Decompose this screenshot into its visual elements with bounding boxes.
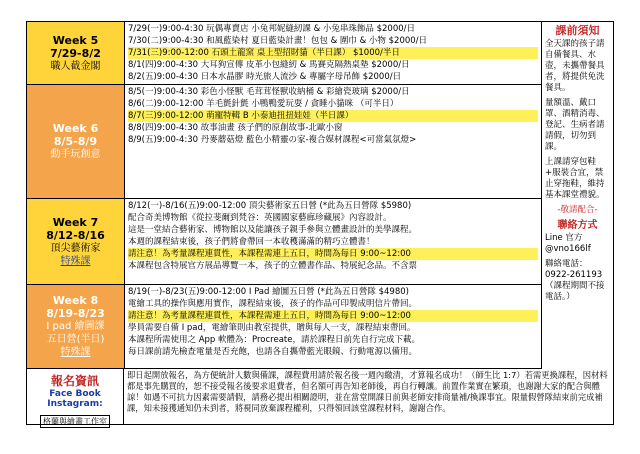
schedule-line: 8/6(二)9:00-12:00 羊毛氈針氈 小鴨鴨愛玩耍 / 貪睡小貓咪 （可半日） [128, 99, 399, 109]
notes-panel [541, 22, 613, 369]
week-title: Week 6 [52, 122, 99, 135]
schedule-line: 本週的課程結束後，孩子們將會帶回一本收穫滿滿的精巧立體書！ [128, 237, 375, 247]
week-title: Week 7 [52, 215, 99, 229]
phone-note: （課程期間不接電話。） [545, 281, 605, 302]
week7-schedule [124, 199, 541, 285]
schedule-line: 8/8(四)9:00-4:30 故事油畫 孩子們的原創故事-北歐小窗 [128, 123, 343, 133]
phone-number: 0922-261193 [545, 270, 603, 280]
register-title: 報名資訊 [50, 374, 99, 388]
note-item: 量額溫、戴口罩、酒精消毒、登記、生病者請請假，切勿到課。 [545, 98, 605, 152]
week7-cell [27, 199, 124, 285]
facebook-label[interactable]: Face Book [49, 389, 101, 399]
week6-schedule [124, 85, 541, 199]
note-tail: -敬請配合- [557, 205, 598, 215]
week-dates: 7/29-8/2 [50, 46, 101, 60]
schedule-table [26, 21, 614, 425]
schedule-line: 電繪工具的操作與應用實作，課程結束後，孩子的作品可印製成明信片帶回。 [128, 299, 418, 309]
contact-title: 聯絡方式 [557, 220, 598, 231]
phone-label: 聯絡電話： [545, 259, 588, 269]
week5-schedule [124, 22, 541, 85]
schedule-line: 8/12(一)-8/16(五)9:00-12:00 頂尖藝術家五日營 (*此為五日營隊 $5980) [128, 201, 412, 211]
week-dates: 8/12-8/16 [46, 228, 105, 242]
week-name: 動手玩創意 [50, 149, 101, 160]
schedule-line: 7/30(二)9:00-4:30 和風藍染村 夏日藍染計畫！包包 & 圍巾 & 小物 $2000/日 [128, 36, 428, 46]
week-title: Week 8 [52, 294, 99, 307]
week-dates: 8/19-8/23 [46, 307, 105, 320]
note-item: 上課請穿包鞋+服裝合宜，禁止穿拖鞋，維持基本課堂禮貌。 [545, 157, 605, 200]
week8-schedule [124, 285, 541, 369]
schedule-line: 每日課前請先檢查電量是否充飽，也請各自攜帶藍光眼鏡、行動電源以備用。 [128, 347, 418, 357]
schedule-line: 請注意！為考量課程連貫性，本課程需連上五日，時間為每日 9:00~12:00 [128, 248, 538, 260]
instagram-label[interactable]: Instagram: [47, 399, 103, 409]
schedule-line: 8/7(三)9:00-12:00 萌寵特輯 B 小泰迪扭扭娃娃（半日課） [128, 110, 538, 122]
schedule-line: 8/2(五)9:00-4:30 日本水晶膠 時光旅人流沙 & 專屬字母吊飾 $2000/日 [128, 72, 402, 82]
line-contact: Line 官方 @vno166lf [545, 233, 591, 254]
schedule-line: 請注意！為考量課程連貫性，本課程需連上五日，時間為每日 9:00~12:00 [128, 310, 538, 322]
schedule-line: 本課程所需使用之 App 軟體為：Procreate，請於課程日前先自行完成下載。 [128, 335, 420, 345]
week-name-2: 五日營(半日) [46, 334, 105, 345]
schedule-line: 7/31(三)9:00-12:00 石頭土龍窯 桌上型招財貓（半日課） $1000/半日 [128, 47, 538, 59]
week-dates: 8/5-8/9 [53, 135, 98, 148]
schedule-line: 學員需要自備 I pad，電繪筆則由教室提供，贈與每人一支，課程結束帶回。 [128, 323, 416, 333]
note-item: 全天課的孩子請自備餐具、水壺，未攜帶餐具者，將提供免洗餐具。 [545, 39, 605, 93]
special-class-link[interactable]: 特殊課 [60, 347, 91, 358]
schedule-line: 8/9(五)9:00-4:30 丹麥蘑菇燈 藍色小精靈の家-複合媒材課程<可當氣氛燈> [128, 135, 417, 145]
notes-title: 課前須知 [555, 24, 600, 37]
schedule-line: 這是一堂結合藝術家、博物館以及能讓孩子親手參與立體畫設計的美學課程。 [128, 225, 418, 235]
schedule-line: 本課程包含特展官方展品導覽一本，孩子的立體書作品、特展紀念品。不含票 [128, 261, 418, 271]
register-text: 即日起開放報名，為方便統計人數與備課，課程費用請於報名後一週內繳清，才算報名成功！（師生比 1:7）若需更換課程，因材料都是事先購買的，恕不接受報名後要求退費者，但名額可再告知老師後，再自行轉讓。前置作業實在繁瑣，也謝謝大家的配合與體諒！如遇不可抗力因素需要請假，請務必提出相關證明，並在當堂開課日前與老師安排商量補/換課事宜。限量假營隊結束前完成補課，知未接獲通知仍未到者，將視同放棄課程權利，只得領回該堂課程材料，謝謝合作。 [127, 370, 608, 413]
week8-cell [27, 285, 124, 369]
week5-cell [27, 22, 124, 85]
week-title: Week 5 [52, 33, 99, 47]
schedule-line: 8/5(一)9:00-4:30 彩色小怪獸 毛茸茸怪獸收納桶 & 彩繪瓷玻璃 $2000/日 [128, 87, 410, 97]
week-name: 職人截金閣 [50, 60, 101, 72]
schedule-line: 8/19(一)-8/23(五)9:00-12:00 I Pad 繪圖五日營 (*此為五日營隊 $4980) [128, 287, 409, 297]
schedule-line: 8/1(四)9:00-4:30 大耳狗宣傳 皮革小包縫紉 & 馬賽克隔熱桌墊 $2000/日 [128, 60, 410, 70]
week6-cell [27, 85, 124, 199]
register-header [27, 369, 124, 424]
studio-name: 格蘭與繪畫工作室 [40, 415, 110, 428]
schedule-line: 配合奇美博物館《從拉斐爾到梵谷：英國國家藝廊珍藏展》內容設計。 [128, 213, 392, 223]
week-name: I pad 繪圖課 [46, 321, 105, 332]
week-name: 頂尖藝術家 [50, 242, 101, 254]
special-class-link[interactable]: 特殊課 [60, 255, 91, 267]
schedule-line: 7/29(一)9:00-4:30 玩偶專賣店 小兔邦妮縫紉課 & 小兔串珠飾品 $2000/日 [128, 24, 416, 34]
